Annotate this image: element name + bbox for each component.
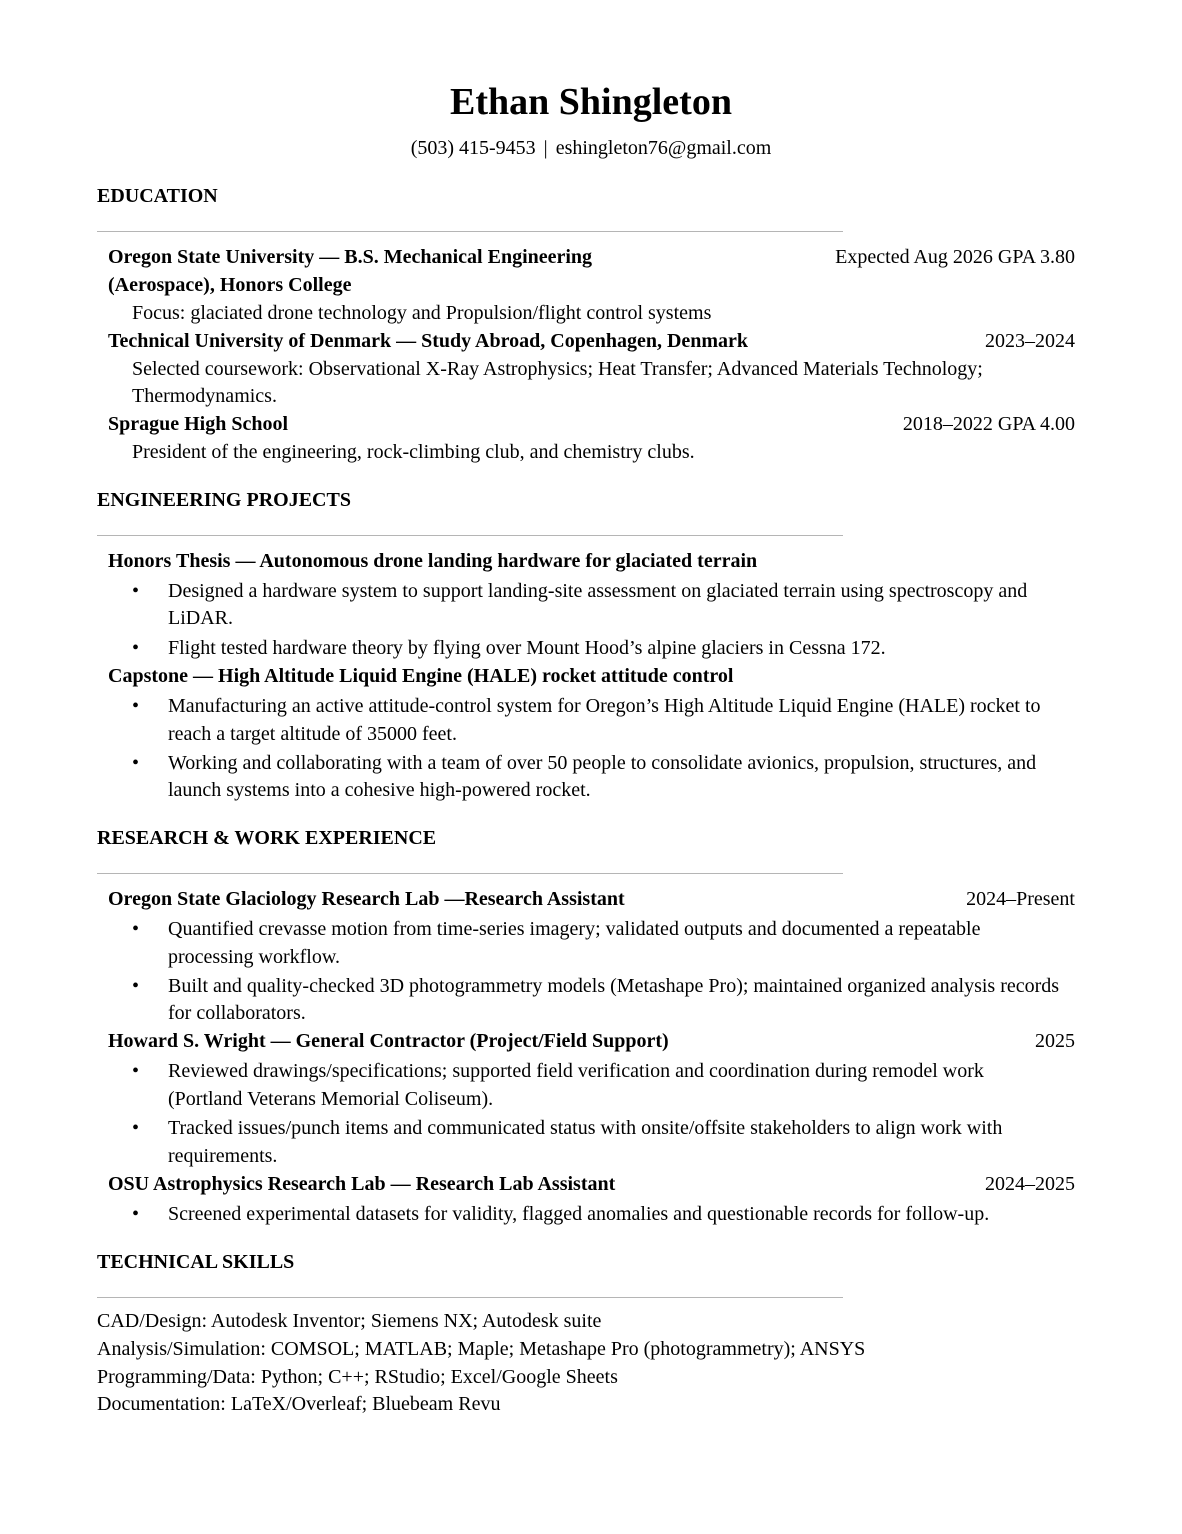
bullet-icon: • [132, 1203, 140, 1225]
education-heading: EDUCATION [97, 185, 218, 207]
bullet-icon: • [132, 918, 140, 940]
thesis-heading: Honors Thesis — Autonomous drone landing hardware for glaciated terrain [108, 550, 758, 572]
projects-divider [97, 535, 843, 536]
experience-divider [97, 873, 843, 874]
bullet-icon: • [132, 975, 140, 997]
osu-degree-line2: (Aerospace), Honors College [108, 274, 352, 296]
dtu-title: Technical University of Denmark — Study Abroad, Copenhagen, Denmark [108, 330, 749, 352]
dtu-date: 2023–2024 [985, 330, 1075, 352]
skills-cad: CAD/Design: Autodesk Inventor; Siemens NX; Autodesk suite [97, 1310, 602, 1332]
hs-title: Sprague High School [108, 413, 289, 435]
experience-heading: RESEARCH & WORK EXPERIENCE [97, 827, 437, 849]
glaciology-bullet1-line2: processing workflow. [168, 946, 341, 968]
osu-degree-line1: Oregon State University — B.S. Mechanical Engineering [108, 246, 593, 268]
hs-entry-heading [108, 410, 1075, 438]
astro-bullet1: Screened experimental datasets for validity, flagged anomalies and questionable records for follow-up. [168, 1203, 990, 1225]
glaciology-date: 2024–Present [966, 888, 1075, 910]
phone-number: (503) 415-9453 [410, 137, 536, 159]
glaciology-bullet2-line1: Built and quality-checked 3D photogrammetry models (Metashape Pro); maintained organized analysis records [168, 975, 1060, 997]
astro-entry-heading [108, 1170, 1075, 1198]
glaciology-bullet2-line2: for collaborators. [168, 1002, 306, 1024]
hs-date: 2018–2022 GPA 4.00 [902, 413, 1075, 435]
dtu-entry-heading [108, 327, 1075, 355]
bullet-icon: • [132, 637, 140, 659]
osu-date: Expected Aug 2026 GPA 3.80 [835, 246, 1075, 268]
capstone-bullet2-line1: Working and collaborating with a team of over 50 people to consolidate avionics, propulsion, structures, and [168, 752, 1037, 774]
glaciology-bullet1-line1: Quantified crevasse motion from time-series imagery; validated outputs and documented a repeatable [168, 918, 981, 940]
howard-title: Howard S. Wright — General Contractor (Project/Field Support) [108, 1030, 669, 1052]
thesis-bullet1-line2: LiDAR. [168, 607, 233, 629]
osu-entry-heading [108, 243, 1075, 271]
astro-title: OSU Astrophysics Research Lab — Research Lab Assistant [108, 1173, 616, 1195]
bullet-icon: • [132, 752, 140, 774]
contact-line [0, 134, 1182, 162]
bullet-icon: • [132, 580, 140, 602]
capstone-bullet2-line2: launch systems into a cohesive high-powered rocket. [168, 779, 591, 801]
projects-heading: ENGINEERING PROJECTS [97, 489, 351, 511]
howard-bullet2-line1: Tracked issues/punch items and communicated status with onsite/offsite stakeholders to align work with [168, 1117, 1003, 1139]
thesis-bullet1-line1: Designed a hardware system to support landing-site assessment on glaciated terrain using spectroscopy and [168, 580, 1028, 602]
thesis-bullet2: Flight tested hardware theory by flying over Mount Hood’s alpine glaciers in Cessna 172. [168, 637, 886, 659]
candidate-name: Ethan Shingleton [450, 81, 732, 123]
skills-divider [97, 1297, 843, 1298]
bullet-icon: • [132, 695, 140, 717]
howard-bullet1-line2: (Portland Veterans Memorial Coliseum). [168, 1088, 494, 1110]
skills-heading: TECHNICAL SKILLS [97, 1251, 295, 1273]
skills-documentation: Documentation: LaTeX/Overleaf; Bluebeam Revu [97, 1393, 501, 1415]
bullet-icon: • [132, 1117, 140, 1139]
howard-bullet1-line1: Reviewed drawings/specifications; supported field verification and coordination during remodel work [168, 1060, 984, 1082]
astro-date: 2024–2025 [985, 1173, 1075, 1195]
howard-date: 2025 [1035, 1030, 1075, 1052]
skills-programming: Programming/Data: Python; C++; RStudio; Excel/Google Sheets [97, 1366, 618, 1388]
dtu-coursework-line1: Selected coursework: Observational X-Ray Astrophysics; Heat Transfer; Advanced Materials Technology; [132, 358, 983, 380]
capstone-bullet1-line2: reach a target altitude of 35000 feet. [168, 723, 457, 745]
glaciology-title: Oregon State Glaciology Research Lab —Research Assistant [108, 888, 625, 910]
osu-focus: Focus: glaciated drone technology and Propulsion/flight control systems [132, 302, 712, 324]
dtu-coursework-line2: Thermodynamics. [132, 385, 277, 407]
howard-entry-heading [108, 1027, 1075, 1055]
contact-separator: | [543, 137, 548, 159]
education-divider [97, 231, 843, 232]
hs-detail: President of the engineering, rock-climbing club, and chemistry clubs. [132, 441, 695, 463]
email-address: eshingleton76@gmail.com [555, 137, 772, 159]
capstone-bullet1-line1: Manufacturing an active attitude-control system for Oregon’s High Altitude Liquid Engine (HALE) rocket to [168, 695, 1041, 717]
bullet-icon: • [132, 1060, 140, 1082]
skills-analysis: Analysis/Simulation: COMSOL; MATLAB; Maple; Metashape Pro (photogrammetry); ANSYS [97, 1338, 866, 1360]
howard-bullet2-line2: requirements. [168, 1145, 278, 1167]
glaciology-entry-heading [108, 885, 1075, 913]
capstone-heading: Capstone — High Altitude Liquid Engine (HALE) rocket attitude control [108, 665, 734, 687]
